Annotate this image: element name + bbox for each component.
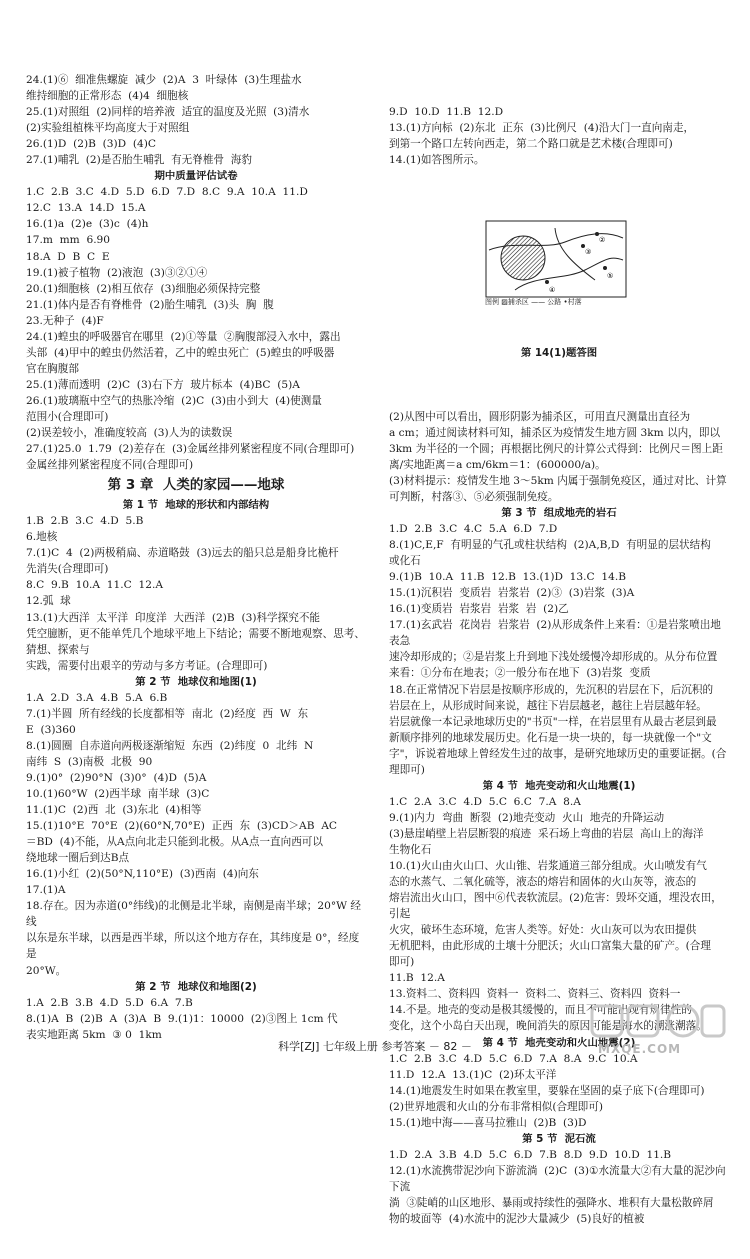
answer-line: 24.(1)⑥ 细准焦螺旋 减少 (2)A 3 叶绿体 (3)生理盐水: [26, 74, 302, 86]
answer-line: 熔岩流出火山口，图中⑥代表软流层。(2)危害：毁坏交通，埋没农田，引起: [389, 892, 722, 921]
answer-line: 26.(1)D (2)B (3)D (4)C: [26, 138, 156, 151]
answer-line: 6.地核: [26, 531, 58, 544]
answer-line: 21.(1)体内是否有脊椎骨 (2)胎生哺乳 (3)头 胸 腹: [26, 298, 274, 311]
answer-line: (2)世界地震和火山的分布非常相似(合理即可): [389, 1100, 603, 1113]
answer-line: 或化石: [389, 555, 421, 568]
answer-line: 金属丝排列紧密程度不同(合理即可): [26, 459, 194, 472]
answer-line: 头部 (4)甲中的蝗虫仍然活着，乙中的蝗虫死亡 (5)蝗虫的呼吸器: [26, 346, 335, 359]
chapter-heading: 第 3 章 人类的家园——地球: [107, 477, 285, 494]
answer-line: 12.弧 球: [26, 595, 71, 608]
answer-line: 即可): [389, 956, 415, 969]
answer-line: 火灾，破坏生态环境，危害人类等。好处：火山灰可以为农田提供: [389, 924, 697, 937]
answer-line: 25.(1)薄而透明 (2)C (3)右下方 玻片标本 (4)BC (5)A: [26, 378, 300, 391]
page-footer: 科学[ZJ] 七年级上册 参考答案 － 82 －: [278, 1040, 472, 1053]
answer-line: ＝BD (4)不能，从A点向北走只能到北极。从A点一直向西可以: [26, 836, 323, 849]
answer-line: 13.(1)方向标 (2)东北 正东 (3)比例尺 (4)沿大门一直向南走，: [389, 122, 695, 135]
right-column: [389, 72, 729, 1259]
answer-line: 1.D 2.A 3.B 4.D 5.C 6.D 7.B 8.D 9.D 10.D 11.B: [389, 1148, 672, 1161]
right-column-top: [389, 104, 729, 168]
answer-line: a cm；通过阅读材料可知，捕杀区为疫情发生地方圆 3km 以内，即以: [389, 426, 721, 439]
answer-line: 14.(1)地震发生时如果在教室里，要躲在坚固的桌子底下(合理即可): [389, 1084, 705, 1097]
answer-line: 15.(1)沉积岩 变质岩 岩浆岩 (2)③ (3)岩浆 (3)A: [389, 587, 635, 600]
answer-line: 20°W。: [26, 964, 67, 977]
answer-line: 9.D 10.D 11.B 12.D: [389, 106, 504, 119]
answer-line: 8.(1)圆圈 自赤道向两极逐渐缩短 东西 (2)纬度 0 北纬 N: [26, 739, 314, 752]
answer-line: 23.无种子 (4)F: [26, 314, 104, 327]
answer-line: (2)误差较小，准确度较高 (3)人为的读数误: [26, 427, 233, 440]
answer-line: 态的水蒸气、二氧化硫等，液态的熔岩和固体的火山灰等，液态的: [389, 876, 697, 889]
answer-line: 可判断，村落③、⑤必须强制免疫。: [389, 490, 559, 503]
answer-line: 岩层就像一本记录地球历史的"书页"一样，在岩层里有从最古老层到最: [389, 715, 717, 728]
answer-line: 离/实地距离＝a cm/6km＝1：(600000/a)。: [389, 458, 606, 471]
answer-line: 表实地距离 5km ③ 0 1km: [26, 1028, 162, 1041]
answer-line: 26.(1)玻璃瓶中空气的热胀冷缩 (2)C (3)由小到大 (4)使测量: [26, 394, 322, 407]
svg-text:②: ②: [599, 236, 606, 245]
section-heading: 第 5 节 泥石流: [522, 1132, 596, 1145]
answer-line: 淌 ③陡峭的山区地形、暴雨或持续性的强降水、堆积有大量松散碎屑: [389, 1197, 714, 1209]
answer-line: 17.(1)玄武岩 花岗岩 岩浆岩 (2)从形成条件上来看：①是岩浆喷出地表急: [389, 619, 721, 648]
answer-line: 18.A D B C E: [26, 250, 110, 263]
answer-line: 1.A 2.B 3.B 4.D 5.D 6.A 7.B: [26, 996, 193, 1009]
answer-line: 9.(1)B 10.A 11.B 12.B 13.(1)D 13.C 14.B: [389, 571, 627, 584]
answer-line: 新顺序排列的地球发展历史。化石是一块一块的，每一块就像一个"文: [389, 731, 712, 744]
answer-line: 1.C 2.A 3.C 4.D 5.C 6.C 7.A 8.A: [389, 795, 581, 808]
answer-line: 实践，需要付出艰辛的劳动与多方考证。(合理即可): [26, 659, 268, 672]
answer-line: E (3)360: [26, 723, 76, 736]
answer-line: 先消失(合理即可): [26, 563, 109, 576]
answer-line: 变化，这个小岛白天出现，晚间消失的原因可能是海水的潮涨潮落。: [389, 1020, 707, 1033]
answer-line: 12.(1)水流携带泥沙向下游流淌 (2)C (3)①水流量大②有大量的泥沙向下流: [389, 1164, 726, 1193]
section-heading: 第 3 节 组成地壳的岩石: [501, 506, 617, 519]
answer-line: 1.B 2.B 3.C 4.D 5.B: [26, 515, 144, 528]
answer-line: 12.C 13.A 14.D 15.A: [26, 202, 146, 215]
left-column: [26, 72, 366, 1043]
answer-line: 9.(1)0° (2)90°N (3)0° (4)D (5)A: [26, 771, 207, 784]
section-heading: 第 4 节 地壳变动和火山地震(1): [482, 779, 636, 792]
answer-line: 14.(1)如答图所示。: [389, 154, 485, 167]
section-heading: 第 1 节 地球的形状和内部结构: [122, 499, 270, 512]
section-heading: 期中质量评估试卷: [154, 170, 238, 183]
answer-line: 范围小(合理即可): [26, 410, 109, 423]
figure-legend: 图例 ▨捕杀区 —— 公路 •村落: [485, 298, 582, 307]
answer-line: 11.(1)C (2)西 北 (3)东北 (4)相等: [26, 804, 202, 817]
answer-line: 8.C 9.B 10.A 11.C 12.A: [26, 579, 163, 592]
answer-line: 来看：①分布在地表；②一般分布在地下 (3)岩浆 变质: [389, 667, 651, 680]
answer-line: 11.B 12.A: [389, 972, 445, 985]
answer-line: 无机肥料，由此形成的土壤十分肥沃；火山口富集大量的矿产。(合理: [389, 940, 711, 953]
answer-line: 7.(1)半圆 所有经线的长度都相等 南北 (2)经度 西 W 东: [26, 707, 309, 720]
svg-text:④: ④: [549, 286, 556, 295]
answer-line: 10.(1)60°W (2)西半球 南半球 (3)C: [26, 788, 210, 801]
answer-line: (2)从图中可以看出，圆形阴影为捕杀区，可用直尺测量出直径为: [389, 410, 691, 423]
answer-line: 15.(1)10°E 70°E (2)(60°N,70°E) 正西 东 (3)CD＞AB AC: [26, 820, 337, 833]
answer-line: 速冷却形成的；②是岩浆上升到地下浅处缓慢冷却形成的。从分布位置: [389, 651, 718, 664]
answer-line: 1.D 2.B 3.C 4.C 5.A 6.D 7.D: [389, 523, 558, 536]
watermark-icon: [588, 1002, 728, 1042]
answer-line: 17.(1)A: [26, 884, 66, 897]
answer-line: 24.(1)蝗虫的呼吸器官在哪里 (2)①等量 ②胸腹部浸入水中，露出: [26, 330, 341, 343]
answer-line: 18.在正常情况下岩层是按顺序形成的，先沉积的岩层在下，后沉积的: [389, 683, 714, 696]
answer-line: 17.m mm 6.90: [26, 234, 111, 247]
answer-line: 13.(1)大西洋 太平洋 印度洋 大西洋 (2)B (3)科学探究不能: [26, 611, 321, 624]
watermark-text: MXQE.COM: [598, 1042, 682, 1056]
answer-line: (3)悬崖峭壁上岩层断裂的痕迹 采石场上弯曲的岩层 高山上的海洋: [389, 827, 704, 840]
answer-line: 字"，诉说着地球上曾经发生过的故事，是研究地球历史的重要证据。(合理即可): [389, 747, 727, 776]
answer-line: 13.资料二、资料四 资料一 资料二、资料三、资料四 资料一: [389, 988, 681, 1001]
answer-line: 8.(1)A B (2)B A (3)A B 9.(1)1：10000 (2)③图上 1cm 代: [26, 1012, 338, 1025]
right-column-bottom: [389, 409, 729, 1227]
answer-line: 25.(1)对照组 (2)同样的培养液 适宜的温度及光照 (3)清水: [26, 106, 310, 119]
answer-line: 16.(1)小红 (2)(50°N,110°E) (3)西南 (4)向东: [26, 868, 259, 881]
answer-line: 3km 为半径的一个圆；再根据比例尺的计算公式得到：比例尺＝图上距: [389, 442, 723, 455]
answer-line: 18.存在。因为赤道(0°纬线)的北侧是北半球，南侧是南半球；20°W 经线: [26, 900, 362, 929]
section-heading: 第 2 节 地球仪和地图(2): [135, 980, 257, 993]
answer-line: 生物化石: [389, 843, 432, 856]
map-figure-14: [485, 220, 627, 312]
answer-line: (3)材料提示：疫情发生地 3～5km 内属于强制免疫区，通过对比、计算: [389, 474, 727, 487]
answer-line: 27.(1)25.0 1.79 (2)差存在 (3)金属丝排列紧密程度不同(合理即可): [26, 443, 355, 456]
section-heading: 第 4 节 地壳变动和火山地震(2): [482, 1036, 636, 1049]
answer-line: 绕地球一圈后到达B点: [26, 852, 130, 865]
svg-text:③: ③: [585, 248, 592, 257]
answer-line: 南纬 S (3)南极 北极 90: [26, 755, 153, 768]
answer-line: 9.(1)内力 弯曲 断裂 (2)地壳变动 火山 地壳的升降运动: [389, 811, 665, 824]
answer-line: 11.D 12.A 13.(1)C (2)环太平洋: [389, 1068, 557, 1081]
capture-zone-map-icon: [485, 220, 627, 298]
answer-line: 岩层在上，从形成时间来说，越往下岩层越老，越往上岩层越年轻。: [389, 699, 707, 712]
answer-line: 1.C 2.B 3.C 4.D 5.D 6.D 7.D 8.C 9.A 10.A 11.D: [26, 186, 308, 199]
answer-line: 7.(1)C 4 (2)两极稍扁、赤道略鼓 (3)远去的船只总是船身比桅杆: [26, 547, 339, 560]
watermark-logo: [588, 1002, 728, 1060]
answer-line: 20.(1)细胞核 (2)相互依存 (3)细胞必须保持完整: [26, 282, 261, 295]
section-heading: 第 2 节 地球仪和地图(1): [135, 675, 257, 688]
answer-line: 1.C 2.B 3.C 4.D 5.C 6.D 7.A 8.A 9.C 10.A: [389, 1052, 638, 1065]
answer-line: 15.(1)地中海——喜马拉雅山 (2)B (3)D: [389, 1116, 587, 1129]
answer-line: 16.(1)变质岩 岩浆岩 岩浆 岩 (2)乙: [389, 603, 569, 616]
answer-line: 27.(1)哺乳 (2)是否胎生哺乳 有无脊椎骨 海豹: [26, 154, 252, 167]
answer-line: 1.A 2.D 3.A 4.B 5.A 6.B: [26, 691, 168, 704]
answer-line: 19.(1)被子植物 (2)液泡 (3)③②①④: [26, 266, 208, 279]
answer-line: 10.(1)火山由火山口、火山锥、岩浆通道三部分组成。火山喷发有气: [389, 860, 707, 873]
answer-line: 14.不是。地壳的变动是极其缓慢的，而且不可能出现有规律性的: [389, 1004, 692, 1017]
answer-line: 维持细胞的正常形态 (4)4 细胞核: [26, 90, 189, 103]
answer-line: 凭空臆断，更不能单凭几个地球平地上下结论；需要不断地观察、思考、猜想、探索与: [26, 627, 365, 656]
answer-line: (2)实验组植株平均高度大于对照组: [26, 122, 190, 135]
answer-line: 物的坡面等 (4)水流中的泥沙大量减少 (5)良好的植被: [389, 1213, 645, 1226]
answer-line: 16.(1)a (2)e (3)c (4)h: [26, 218, 149, 231]
answer-line: 到第一个路口左转向西走，第二个路口就是艺术楼(合理即可): [389, 138, 673, 151]
svg-text:⑤: ⑤: [607, 272, 614, 281]
answer-line: 8.(1)C,E,F 有明显的气孔或柱状结构 (2)A,B,D 有明显的层状结构: [389, 539, 711, 552]
answer-line: 以东是东半球，以西是西半球，所以这个地方存在，其纬度是 0°，经度是: [26, 932, 360, 961]
figure-caption: 第 14(1)题答图: [520, 346, 598, 359]
answer-line: 官在胸腹部: [26, 362, 79, 375]
